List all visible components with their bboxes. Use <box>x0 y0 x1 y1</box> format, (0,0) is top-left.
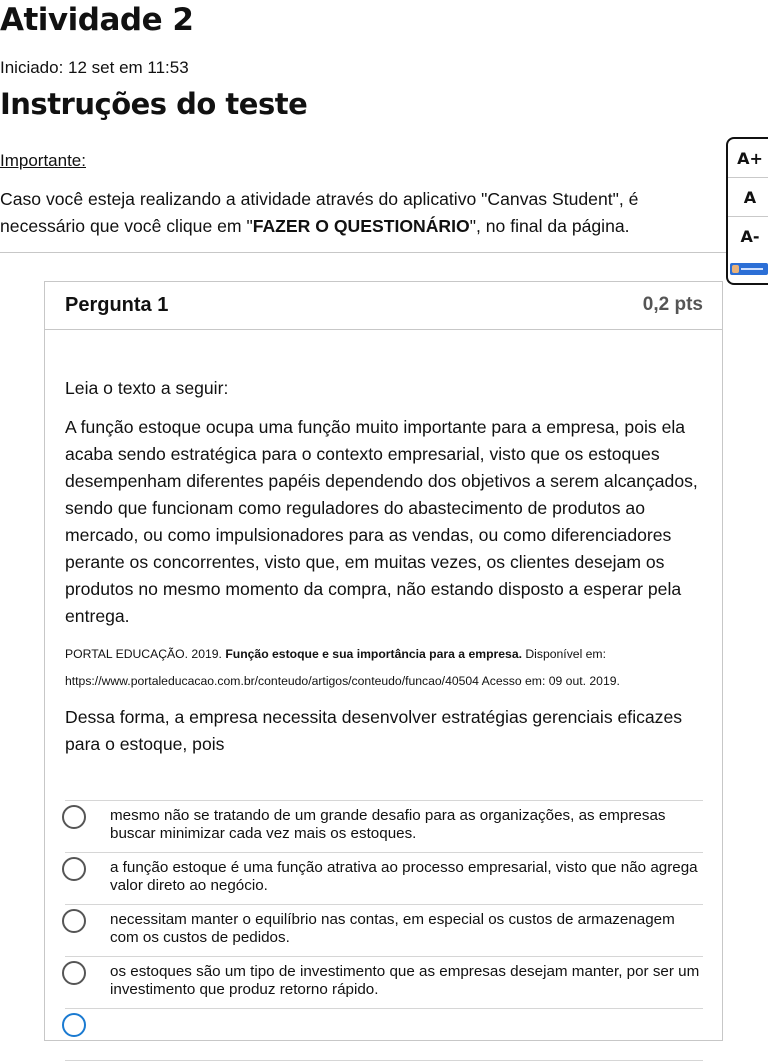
instructions-bold: FAZER O QUESTIONÁRIO <box>252 216 470 236</box>
answer-options <box>65 800 703 1061</box>
page-title: Atividade 2 <box>0 2 194 38</box>
answer-option[interactable] <box>65 957 703 1009</box>
citation-post: Disponível em: https://www.portaleducacao.com.br/conteudo/artigos/conteudo/funcao/40504 Acesso em: 09 out. 2019. <box>65 647 620 688</box>
hand-icon <box>732 265 739 273</box>
sign-language-label-bar <box>741 268 763 270</box>
started-timestamp: Iniciado: 12 set em 11:53 <box>0 58 189 77</box>
answer-text: necessitam manter o equilíbrio nas contas, em especial os custos de armazenagem com os custos de pedidos. <box>110 911 675 946</box>
question-passage: A função estoque ocupa uma função muito importante para a empresa, pois ela acaba sendo estratégica para o contexto empresarial, visto que os estoques desempenham diferentes papéis dependendo dos objetivos a serem alcançados, sendo que funcionam como reguladores do abastecimento de produtos ao mercado, ou como impulsionadores para as vendas, ou como diferenciadores perante os concorrentes, visto que, em muitas vezes, os clientes desejam os produtos no mesmo momento da compra, não estando disposto a esperar pela entrega. <box>65 417 698 626</box>
answer-text: os estoques são um tipo de investimento que as empresas desejam manter, por ser um investimento que produz retorno rápido. <box>110 963 700 998</box>
question-card <box>44 281 723 1041</box>
question-lead: Leia o texto a seguir: <box>65 378 229 398</box>
answer-text: mesmo não se tratando de um grande desafio para as organizações, as empresas buscar minimizar cada vez mais os estoques. <box>110 807 666 842</box>
instructions-text <box>0 186 712 240</box>
question-points: 0,2 pts <box>642 294 703 315</box>
radio-button[interactable] <box>62 909 86 933</box>
question-header <box>45 282 722 330</box>
answer-option[interactable] <box>65 853 703 905</box>
answer-option[interactable] <box>65 1009 703 1061</box>
important-label: Importante: <box>0 151 86 170</box>
answer-option[interactable] <box>65 905 703 957</box>
sign-language-icon[interactable] <box>730 263 768 275</box>
font-size-widget <box>726 137 768 285</box>
section-divider <box>0 252 727 253</box>
font-increase-button[interactable]: A+ <box>728 139 768 178</box>
answer-text: a função estoque é uma função atrativa ao processo empresarial, visto que não agrega valor direto ao negócio. <box>110 859 698 894</box>
citation-bold: Função estoque e sua importância para a empresa. <box>225 647 522 661</box>
question-name: Pergunta 1 <box>65 294 169 316</box>
radio-button[interactable] <box>62 805 86 829</box>
instructions-title: Instruções do teste <box>0 87 308 121</box>
answer-option[interactable] <box>65 801 703 853</box>
radio-button[interactable] <box>62 1013 86 1037</box>
instructions-post: ", no final da página. <box>469 216 630 236</box>
instructions-pre: Caso você esteja realizando a atividade através do aplicativo "Canvas Student", é necessário que você clique em " <box>0 189 639 236</box>
radio-button[interactable] <box>62 857 86 881</box>
font-decrease-button[interactable]: A- <box>740 226 760 246</box>
radio-button[interactable] <box>62 961 86 985</box>
font-normal-button[interactable]: A <box>728 178 768 217</box>
question-body <box>65 376 701 758</box>
question-prompt: Dessa forma, a empresa necessita desenvolver estratégias gerenciais eficazes para o estoque, pois <box>65 707 683 754</box>
citation-pre: PORTAL EDUCAÇÃO. 2019. <box>65 647 226 661</box>
question-citation <box>65 641 701 695</box>
